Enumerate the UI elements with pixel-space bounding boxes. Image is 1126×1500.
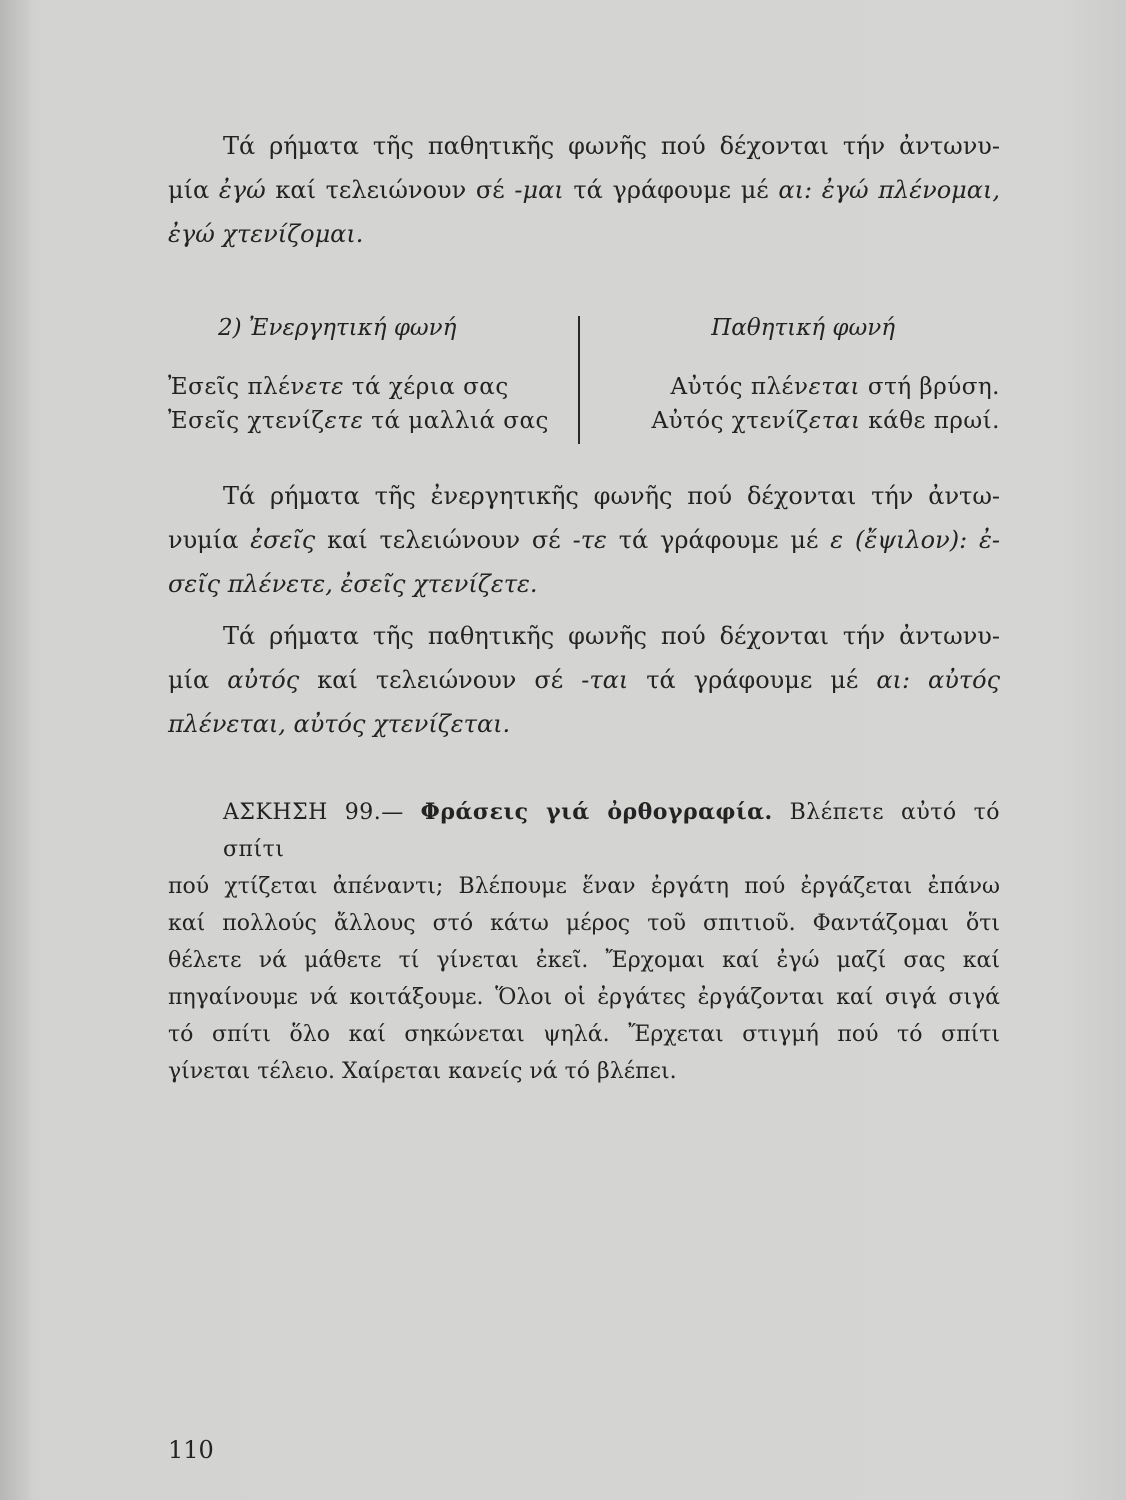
example-italic: αι: αὐτός xyxy=(876,666,1001,694)
paragraph-passive-autos xyxy=(168,614,1000,746)
text-run: τά μαλλιά σας xyxy=(363,408,549,434)
pronoun-italic: ἐγώ xyxy=(218,176,266,204)
active-voice-header: 2) Ἐνεργητική φωνή xyxy=(218,315,457,341)
paragraph-line: ἐγώ χτενίζομαι. xyxy=(168,220,364,248)
text-run: καί τελειώνουν σέ xyxy=(299,666,582,694)
ending-italic: -μαι xyxy=(514,176,564,204)
text-run: κάθε πρωί. xyxy=(860,408,1000,434)
conjugation-table xyxy=(168,308,1000,448)
ending-italic: ετε xyxy=(305,374,344,400)
passive-voice-header: Παθητική φωνή xyxy=(711,315,895,341)
pronoun-italic: αὐτός xyxy=(227,666,300,694)
example-italic: ε (ἔψιλον): ἐ- xyxy=(830,526,1000,554)
exercise-line: πού χτίζεται ἀπέναντι; Βλέπουμε ἕναν ἐργάτη πού ἐργάζεται ἐπάνω xyxy=(168,874,1000,899)
text-run: Ἐσεῖς πλέν xyxy=(168,374,306,400)
exercise-99 xyxy=(168,794,1000,1090)
text-run: Βλέπετε αὐτό τό σπίτι xyxy=(223,800,1000,862)
paragraph-line xyxy=(168,658,1000,702)
column-divider xyxy=(578,316,580,444)
paragraph-line xyxy=(168,168,1000,212)
text-run: νυμία xyxy=(168,526,251,554)
text-run: μία xyxy=(168,176,219,204)
exercise-line: γίνεται τέλειο. Χαίρεται κανείς νά τό βλέπει. xyxy=(168,1059,677,1084)
text-run: Αὐτός πλέν xyxy=(670,374,809,400)
exercise-line: καί πολλούς ἄλλους στό κάτω μέρος τοῦ σπιτιοῦ. Φαντάζομαι ὅτι xyxy=(168,911,1000,936)
active-voice-column xyxy=(168,308,568,438)
exercise-heading: Φράσεις γιά ὀρθογραφία. xyxy=(420,799,773,825)
text-run: τά γράφουμε μέ xyxy=(628,666,877,694)
text-run: τά χέρια σας xyxy=(343,374,509,400)
text-run: καί τελειώνουν σέ xyxy=(265,176,515,204)
paragraph-passive-ego xyxy=(168,124,1000,256)
text-run: καί τελειώνουν σέ xyxy=(315,526,573,554)
table-row xyxy=(168,404,568,438)
example-italic: αι: ἐγώ πλένομαι, xyxy=(778,176,1001,204)
exercise-line: θέλετε νά μάθετε τί γίνεται ἐκεῖ. Ἔρχομαι καί ἐγώ μαζί σας καί xyxy=(168,948,1000,973)
ending-italic: εται xyxy=(808,408,861,434)
paragraph-line: Τά ρήματα τῆς παθητικῆς φωνῆς πού δέχονται τήν ἀντωνυ- xyxy=(223,622,1000,650)
text-run: Αὐτός χτενίζ xyxy=(651,408,809,434)
page-number: 110 xyxy=(168,1436,214,1464)
paragraph-line: πλένεται, αὐτός χτενίζεται. xyxy=(168,710,511,738)
exercise-line: πηγαίνουμε νά κοιτάξουμε. Ὅλοι οἱ ἐργάτες ἐργάζονται καί σιγά σιγά xyxy=(168,985,1000,1010)
ending-italic: -ται xyxy=(581,666,629,694)
text-run: μία xyxy=(168,666,228,694)
text-run: τά γράφουμε μέ xyxy=(563,176,779,204)
paragraph-line: Τά ρήματα τῆς ἐνεργητικῆς φωνῆς πού δέχονται τήν ἀντω- xyxy=(223,482,1000,510)
text-run: Ἐσεῖς χτενίζ xyxy=(168,408,325,434)
exercise-label: ΑΣΚΗΣΗ 99.— xyxy=(223,800,404,825)
exercise-line: τό σπίτι ὅλο καί σηκώνεται ψηλά. Ἔρχεται στιγμή πού τό σπίτι xyxy=(168,1022,1000,1047)
paragraph-active-eseis xyxy=(168,474,1000,606)
ending-italic: -τε xyxy=(572,526,607,554)
text-run: στή βρύση. xyxy=(860,374,1000,400)
table-row xyxy=(168,370,568,404)
paragraph-line: σεῖς πλένετε, ἐσεῖς χτενίζετε. xyxy=(168,570,538,598)
table-row xyxy=(608,404,1000,438)
page-gutter xyxy=(0,0,30,1500)
text-run: τά γράφουμε μέ xyxy=(606,526,831,554)
pronoun-italic: ἐσεῖς xyxy=(250,526,316,554)
ending-italic: εται xyxy=(808,374,861,400)
exercise-first-line xyxy=(168,794,1000,868)
passive-voice-column xyxy=(608,308,1000,438)
ending-italic: ετε xyxy=(324,408,364,434)
paragraph-line xyxy=(168,518,1000,562)
table-row xyxy=(608,370,1000,404)
paragraph-line: Τά ρήματα τῆς παθητικῆς φωνῆς πού δέχονται τήν ἀντωνυ- xyxy=(223,132,1000,160)
